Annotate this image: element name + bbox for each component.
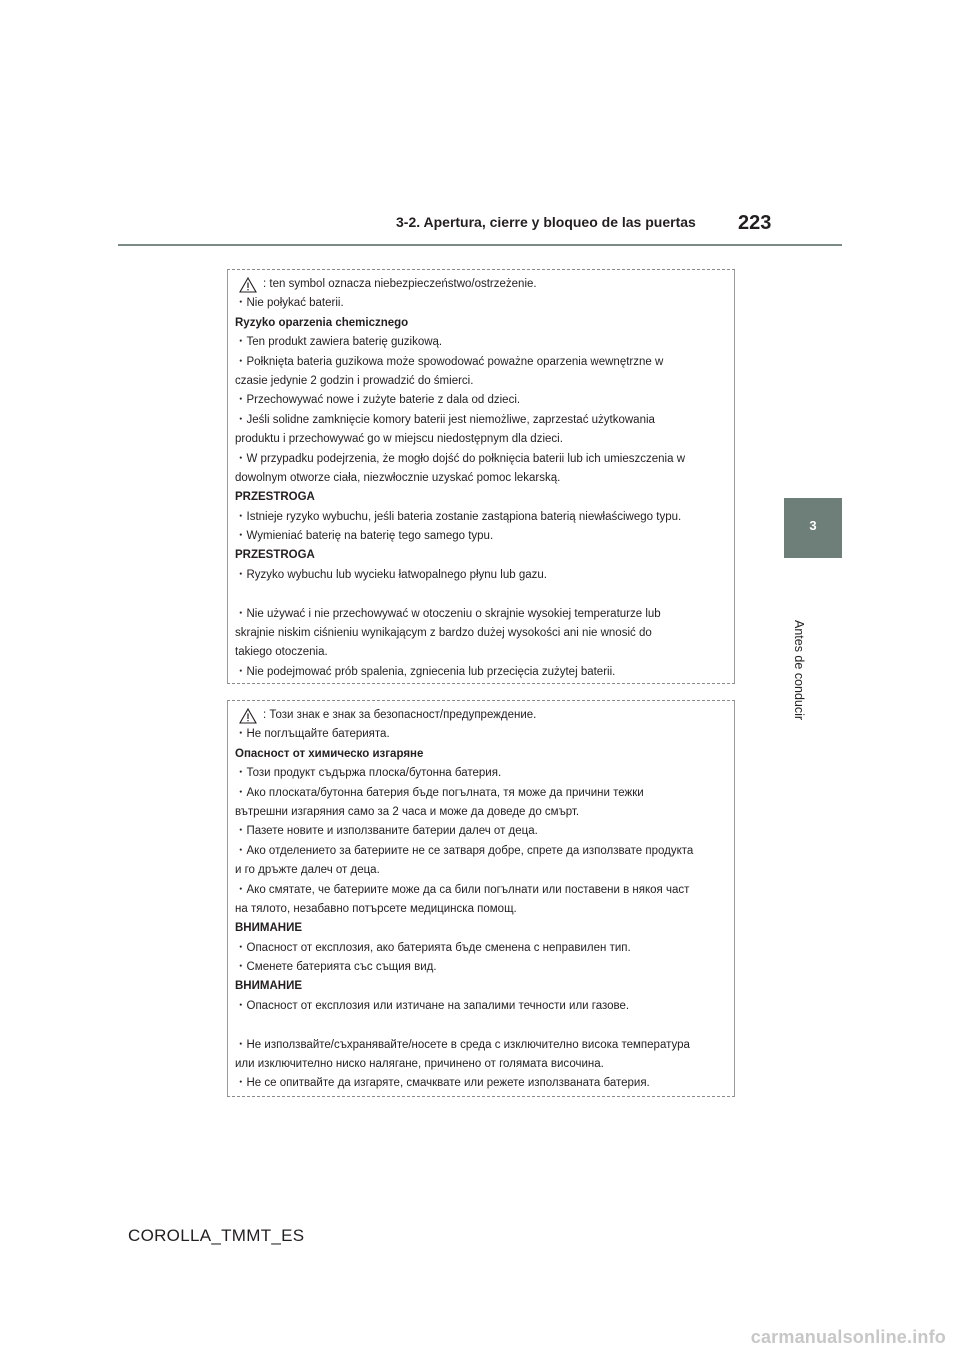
line-text: ・Nie podejmować prób spalenia, zgniecenia lub przecięcia zużytej baterii. [235, 665, 616, 678]
warning-text-line [235, 624, 734, 643]
line-text: produktu i przechowywać go w miejscu niedostępnym dla dzieci. [235, 433, 563, 446]
warning-text-line [235, 725, 734, 744]
warning-text-line [235, 353, 734, 372]
warning-box-bulgarian [227, 700, 735, 1097]
line-text: : Този знак е знак за безопасност/предупреждение. [263, 709, 537, 721]
line-text: и го дръжте далеч от деца. [235, 864, 380, 877]
warning-text-line [235, 643, 734, 662]
section-title: 3-2. Apertura, cierre y bloqueo de las puertas [396, 214, 696, 230]
warning-text-line [235, 585, 734, 604]
line-text: ・Ryzyko wybuchu lub wycieku łatwopalnego płynu lub gazu. [235, 568, 547, 581]
line-text: dowolnym otworze ciała, niezwłocznie uzyskać pomoc lekarską. [235, 471, 561, 484]
line-text: czasie jedynie 2 godzin i prowadzić do śmierci. [235, 374, 474, 387]
chapter-title: Antes de conducir [792, 620, 806, 721]
warning-text-line [235, 663, 734, 682]
warning-text-line [235, 566, 734, 585]
line-text: ・Опасност от експлозия или изтичане на запалими течности или газове. [235, 999, 630, 1012]
line-text: ВНИМАНИЕ [235, 980, 303, 993]
line-text: ・Nie połykać baterii. [235, 297, 344, 310]
line-text: ・Този продукт съдържа плоска/бутонна батерия. [235, 767, 502, 780]
warning-heading [235, 745, 734, 764]
line-text: ・Не се опитвайте да изгаряте, смачквате или режете използваната батерия. [235, 1077, 650, 1090]
warning-text-line [235, 861, 734, 880]
line-text: ・Ако смятате, че батериите може да са били погълнати или поставени в някоя част [235, 883, 690, 896]
line-text: на тялото, незабавно потърсете медицинска помощ. [235, 902, 517, 915]
warning-box-polish [227, 269, 735, 684]
warning-text-line [235, 527, 734, 546]
line-text: ・Ако плоската/бутонна батерия бъде погълната, тя може да причини тежки [235, 786, 644, 799]
document-code: COROLLA_TMMT_ES [128, 1226, 305, 1245]
line-text: ・Пазете новите и използваните батерии далеч от деца. [235, 825, 538, 838]
warning-text-line [235, 605, 734, 624]
line-text: ・Jeśli solidne zamknięcie komory baterii jest niemożliwe, zaprzestać użytkowania [235, 413, 655, 426]
warning-text-line [235, 939, 734, 958]
warning-text-line [235, 372, 734, 391]
warning-text-line [235, 784, 734, 803]
line-text: ・Połknięta bateria guzikowa może spowodować poważne oparzenia wewnętrzne w [235, 355, 664, 368]
line-text: Опасност от химическо изгаряне [235, 747, 424, 760]
warning-heading [235, 546, 734, 565]
line-text: ・Не поглъщайте батерията. [235, 728, 390, 741]
warning-text-line [235, 508, 734, 527]
warning-symbol-line [235, 706, 734, 725]
line-text: ・Не използвайте/съхранявайте/носете в среда с изключително висока температура [235, 1038, 690, 1051]
warning-text-line [235, 469, 734, 488]
warning-text-line [235, 881, 734, 900]
line-text: или изключително ниско налягане, причинено от голямата височина. [235, 1058, 604, 1071]
warning-heading [235, 977, 734, 996]
warning-heading [235, 488, 734, 507]
warning-symbol-line [235, 275, 734, 294]
warning-text-line [235, 1055, 734, 1074]
warning-text-line [235, 997, 734, 1016]
line-text: ВНИМАНИЕ [235, 922, 303, 935]
warning-heading [235, 919, 734, 938]
warning-text-line [235, 1074, 734, 1093]
warning-text-line [235, 411, 734, 430]
warning-text-line [235, 294, 734, 313]
line-text: ・W przypadku podejrzenia, że mogło dojść do połknięcia baterii lub ich umieszczenia w [235, 452, 685, 465]
watermark: carmanualsonline.info [750, 1327, 946, 1347]
line-text: ・Nie używać i nie przechowywać w otoczeniu o skrajnie wysokiej temperaturze lub [235, 607, 661, 620]
line-text: skrajnie niskim ciśnieniu wynikającym z bardzo dużej wysokości ani nie wnosić do [235, 627, 652, 640]
warning-text-line [235, 764, 734, 783]
line-text: ・Ако отделението за батериите не се затваря добре, спрете да използвате продукта [235, 844, 694, 857]
warning-text-line [235, 430, 734, 449]
chapter-number: 3 [809, 518, 817, 533]
warning-text-line [235, 333, 734, 352]
line-text: PRZESTROGA [235, 549, 315, 562]
line-text: PRZESTROGA [235, 491, 315, 504]
line-text: ・Сменете батерията със същия вид. [235, 961, 437, 974]
line-text: takiego otoczenia. [235, 646, 328, 659]
header-divider [118, 244, 842, 246]
line-text: Ryzyko oparzenia chemicznego [235, 316, 409, 329]
line-text: : ten symbol oznacza niebezpieczeństwo/ostrzeżenie. [263, 278, 537, 290]
warning-text-line [235, 391, 734, 410]
chapter-tab [784, 498, 842, 558]
page-number: 223 [738, 212, 772, 234]
warning-triangle-icon [239, 708, 257, 724]
line-text: ・Опасност от експлозия, ако батерията бъде сменена с неправилен тип. [235, 941, 631, 954]
line-text: ・Istnieje ryzyko wybuchu, jeśli bateria zostanie zastąpiona baterią niewłaściwego typu. [235, 510, 682, 523]
warning-text-line [235, 1016, 734, 1035]
warning-heading [235, 314, 734, 333]
warning-text-line [235, 1036, 734, 1055]
line-text: вътрешни изгаряния само за 2 часа и може да доведе до смърт. [235, 805, 580, 818]
warning-triangle-icon [239, 277, 257, 293]
warning-text-line [235, 842, 734, 861]
line-text: ・Przechowywać nowe i zużyte baterie z dala od dzieci. [235, 394, 521, 407]
warning-text-line [235, 803, 734, 822]
warning-text-line [235, 822, 734, 841]
warning-text-line [235, 900, 734, 919]
line-text: ・Wymieniać baterię na baterię tego samego typu. [235, 530, 494, 543]
line-text: ・Ten produkt zawiera baterię guzikową. [235, 336, 443, 349]
warning-text-line [235, 958, 734, 977]
warning-text-line [235, 450, 734, 469]
